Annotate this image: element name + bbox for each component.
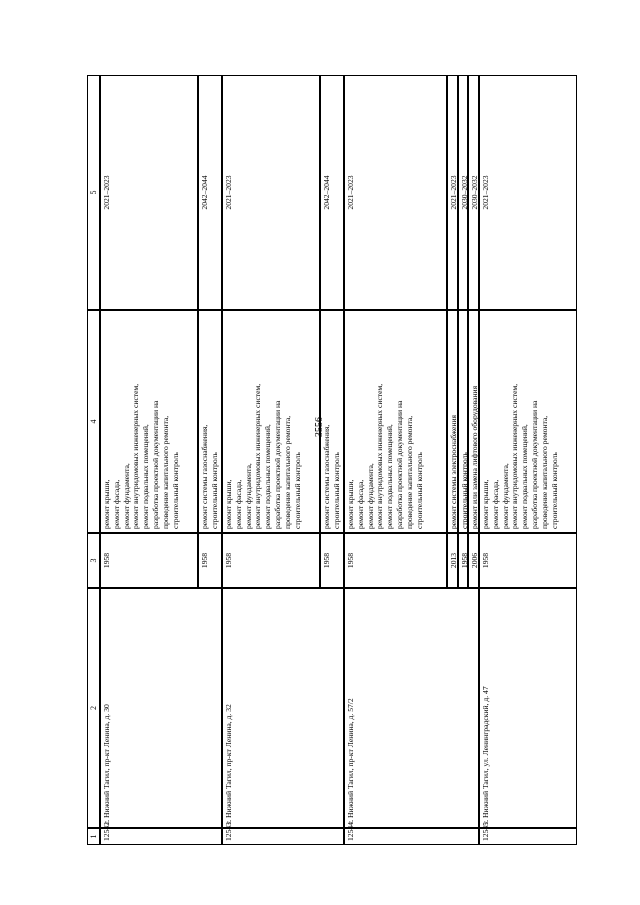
header-col-3: 3 (87, 533, 100, 588)
row-address: г. Нижний Тагил, пр-кт Ленина, д. 57/2 (344, 588, 479, 828)
work-description: ремонт крыши, ремонт фасада, ремонт фундамента, ремонт внутридомовых инженерных систем, ремонт подвальных помещений, разработка проектной документации на проведение капитального ремонта, строительный контроль (100, 310, 198, 533)
build-year: 1958 (320, 533, 344, 588)
build-year: 1958 (344, 533, 447, 588)
work-period: 2042–2044 (198, 75, 222, 310)
work-description: ремонт или замена лифтового оборудования (468, 310, 479, 533)
work-period: 2030–2032 (468, 75, 479, 310)
build-year: 2006 (468, 533, 479, 588)
row-number: 12544. (344, 828, 479, 845)
build-year: 1958 (479, 533, 577, 588)
work-description: ремонт системы газоснабжения, строительный контроль (320, 310, 344, 533)
work-description: ремонт крыши, ремонт фасада, ремонт фундамента, ремонт внутридомовых инженерных систем, ремонт подвальных помещений, разработка проектной документации на проведение капитального ремонта, строительный контроль (479, 310, 577, 533)
build-year: 1958 (222, 533, 320, 588)
row-address: г. Нижний Тагил, пр-кт Ленина, д. 30 (100, 588, 222, 828)
work-period: 2021–2023 (222, 75, 320, 310)
build-year: 1958 (198, 533, 222, 588)
work-description: ремонт системы электроснабжения (447, 310, 458, 533)
row-number: 12543. (222, 828, 344, 845)
row-address: г. Нижний Тагил, ул. Ленинградский, д. 47 (479, 588, 577, 828)
header-col-4: 4 (87, 310, 100, 533)
header-col-2: 2 (87, 588, 100, 828)
work-description: строительный контроль (458, 310, 468, 533)
build-year: 1958 (100, 533, 198, 588)
row-address: г. Нижний Тагил, пр-кт Ленина, д. 32 (222, 588, 344, 828)
header-col-1: 1 (87, 828, 100, 845)
row-number: 12545. (479, 828, 577, 845)
capital-repair-table (87, 75, 587, 845)
header-col-5: 5 (87, 75, 100, 310)
work-period: 2042–2044 (320, 75, 344, 310)
page-number: 3556 (314, 417, 325, 437)
work-period: 2021–2023 (344, 75, 447, 310)
build-year: 1958 (458, 533, 468, 588)
work-period: 2021–2023 (447, 75, 458, 310)
work-description: ремонт системы газоснабжения, строительный контроль (198, 310, 222, 533)
work-description: ремонт крыши, ремонт фасада, ремонт фундамента, ремонт внутридомовых инженерных систем, ремонт подвальных помещений, разработка проектной документации на проведение капитального ремонта, строительный контроль (344, 310, 447, 533)
work-period: 2021–2023 (479, 75, 577, 310)
work-period: 2021–2023 (100, 75, 198, 310)
work-period: 2030–2032 (458, 75, 468, 310)
work-description: ремонт крыши, ремонт фасада, ремонт фундамента, ремонт внутридомовых инженерных систем, ремонт подвальных помещений, разработка проектной документации на проведение капитального ремонта, строительный контроль (222, 310, 320, 533)
row-number: 12542. (100, 828, 222, 845)
build-year: 2013 (447, 533, 458, 588)
